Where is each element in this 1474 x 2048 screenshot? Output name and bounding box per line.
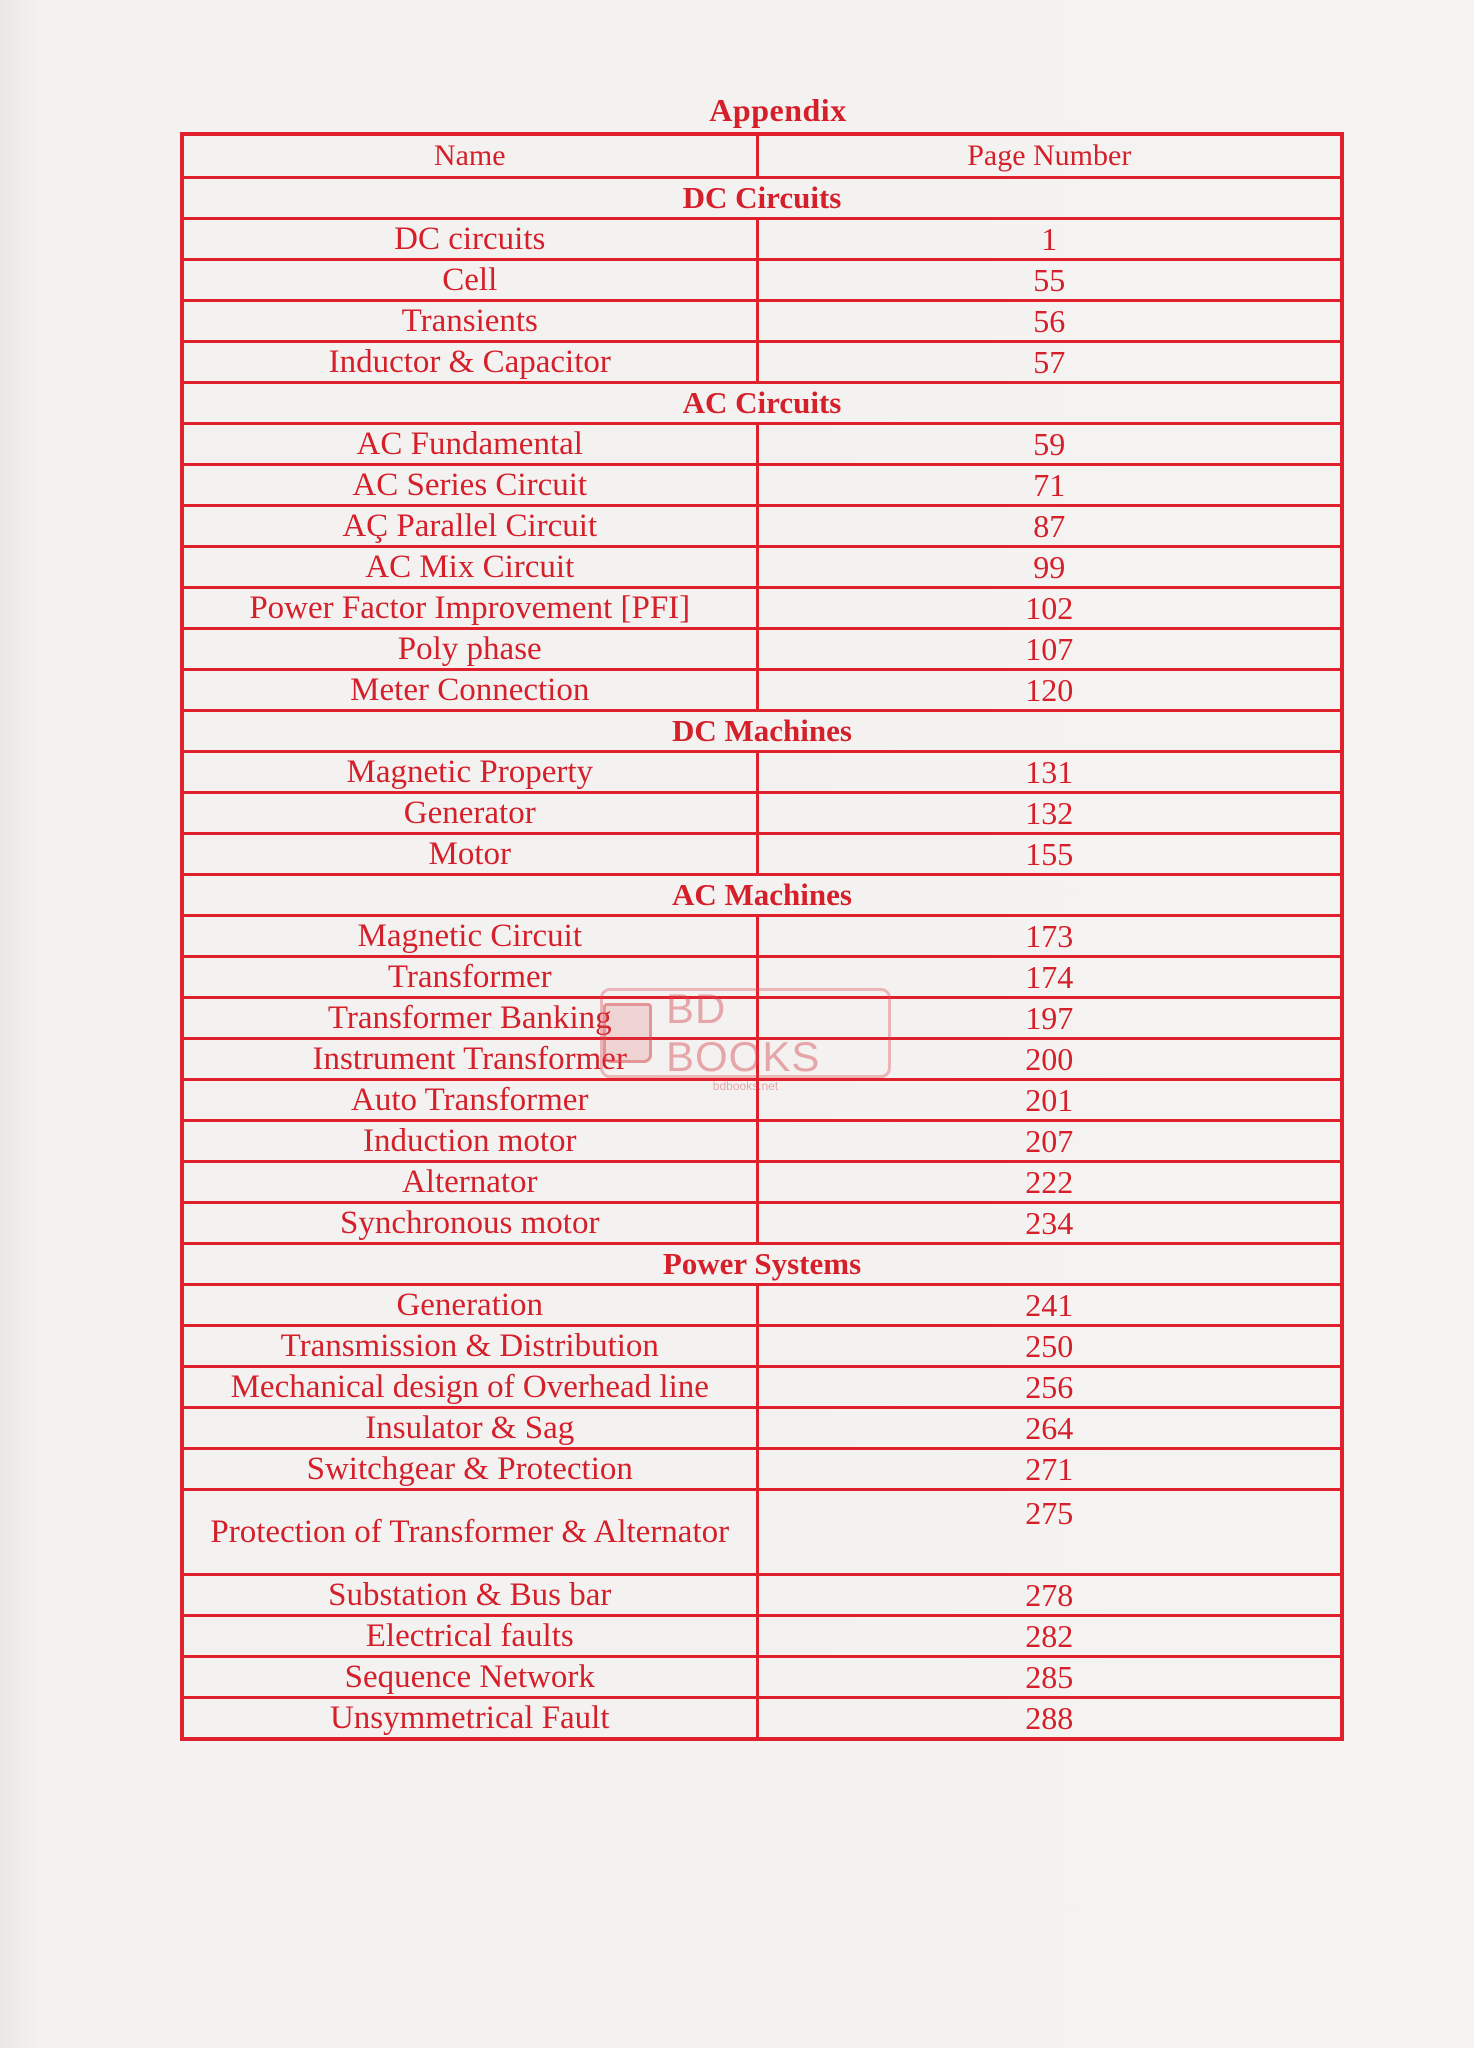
row-page-number: 250 [757, 1326, 1342, 1367]
table-row [182, 424, 1342, 465]
row-page-number: 87 [757, 506, 1342, 547]
table-row [182, 998, 1342, 1039]
section-header-row [182, 875, 1342, 916]
row-page-number: 288 [757, 1698, 1342, 1740]
table-row [182, 260, 1342, 301]
row-page-number: 241 [757, 1285, 1342, 1326]
section-header-row [182, 383, 1342, 424]
row-name: Switchgear & Protection [182, 1449, 757, 1490]
row-page-number: 207 [757, 1121, 1342, 1162]
table-row [182, 342, 1342, 383]
section-header-row [182, 711, 1342, 752]
table-row [182, 301, 1342, 342]
row-name: AC Series Circuit [182, 465, 757, 506]
table-row [182, 1408, 1342, 1449]
row-page-number: 57 [757, 342, 1342, 383]
row-page-number: 59 [757, 424, 1342, 465]
table-row [182, 1616, 1342, 1657]
row-name: Synchronous motor [182, 1203, 757, 1244]
table-row [182, 1080, 1342, 1121]
row-name: Transients [182, 301, 757, 342]
table-row [182, 1657, 1342, 1698]
row-page-number: 174 [757, 957, 1342, 998]
appendix-table [180, 132, 1344, 1741]
row-page-number: 173 [757, 916, 1342, 957]
row-page-number: 132 [757, 793, 1342, 834]
table-row [182, 1449, 1342, 1490]
row-name: Poly phase [182, 629, 757, 670]
row-name: Mechanical design of Overhead line [182, 1367, 757, 1408]
table-row [182, 1326, 1342, 1367]
page-title: Appendix [709, 92, 847, 128]
row-name: Meter Connection [182, 670, 757, 711]
row-name: DC circuits [182, 219, 757, 260]
table-row [182, 1162, 1342, 1203]
row-page-number: 99 [757, 547, 1342, 588]
table-row [182, 1698, 1342, 1740]
watermark-text: BD BOOKS [665, 985, 821, 1080]
row-page-number: 285 [757, 1657, 1342, 1698]
table-row [182, 506, 1342, 547]
row-page-number: 264 [757, 1408, 1342, 1449]
section-title: AC Machines [182, 875, 1342, 916]
row-name: Transformer [182, 957, 757, 998]
table-row [182, 219, 1342, 260]
row-name: Transformer Banking [182, 998, 757, 1039]
section-header-row [182, 178, 1342, 219]
row-name: Inductor & Capacitor [182, 342, 757, 383]
row-name: Magnetic Property [182, 752, 757, 793]
table-row [182, 1203, 1342, 1244]
table-row [182, 1575, 1342, 1616]
row-page-number: 234 [757, 1203, 1342, 1244]
row-name: Auto Transformer [182, 1080, 757, 1121]
row-name: Power Factor Improvement [PFI] [182, 588, 757, 629]
table-row [182, 465, 1342, 506]
table-row [182, 834, 1342, 875]
table-row [182, 547, 1342, 588]
row-name: AÇ Parallel Circuit [182, 506, 757, 547]
row-name: Instrument Transformer [182, 1039, 757, 1080]
watermark-subtext: bdbooks.net [712, 1079, 779, 1093]
table-row [182, 957, 1342, 998]
table-row [182, 1490, 1342, 1575]
table-row [182, 588, 1342, 629]
table-row [182, 793, 1342, 834]
section-title: DC Circuits [182, 178, 1342, 219]
row-name: Magnetic Circuit [182, 916, 757, 957]
row-name: Motor [182, 834, 757, 875]
row-page-number: 56 [757, 301, 1342, 342]
row-page-number: 256 [757, 1367, 1342, 1408]
table-row [182, 752, 1342, 793]
row-name: Induction motor [182, 1121, 757, 1162]
section-header-row [182, 1244, 1342, 1285]
header-name: Name [182, 134, 757, 178]
table-row [182, 1367, 1342, 1408]
row-name: Cell [182, 260, 757, 301]
row-page-number: 120 [757, 670, 1342, 711]
row-name: Unsymmetrical Fault [182, 1698, 757, 1740]
row-name: Generator [182, 793, 757, 834]
row-page-number: 102 [757, 588, 1342, 629]
section-title: Power Systems [182, 1244, 1342, 1285]
table-row [182, 1039, 1342, 1080]
row-page-number: 200 [757, 1039, 1342, 1080]
row-page-number: 201 [757, 1080, 1342, 1121]
row-name: Transmission & Distribution [182, 1326, 757, 1367]
row-page-number: 282 [757, 1616, 1342, 1657]
row-name: Generation [182, 1285, 757, 1326]
table-row [182, 629, 1342, 670]
row-page-number: 131 [757, 752, 1342, 793]
row-name: Electrical faults [182, 1616, 757, 1657]
row-page-number: 1 [757, 219, 1342, 260]
row-page-number: 107 [757, 629, 1342, 670]
row-page-number: 55 [757, 260, 1342, 301]
row-name: Substation & Bus bar [182, 1575, 757, 1616]
row-name: AC Fundamental [182, 424, 757, 465]
row-name: Alternator [182, 1162, 757, 1203]
row-name: Insulator & Sag [182, 1408, 757, 1449]
row-name: AC Mix Circuit [182, 547, 757, 588]
row-page-number: 271 [757, 1449, 1342, 1490]
row-name: Sequence Network [182, 1657, 757, 1698]
table-body [182, 178, 1342, 1740]
section-title: DC Machines [182, 711, 1342, 752]
row-page-number: 278 [757, 1575, 1342, 1616]
row-page-number: 222 [757, 1162, 1342, 1203]
row-page-number: 155 [757, 834, 1342, 875]
header-page-number: Page Number [757, 134, 1342, 178]
table-row [182, 1285, 1342, 1326]
row-name: Protection of Transformer & Alternator [182, 1490, 757, 1575]
table-row [182, 1121, 1342, 1162]
section-title: AC Circuits [182, 383, 1342, 424]
table-header-row [182, 134, 1342, 178]
row-page-number: 275 [757, 1490, 1342, 1575]
row-page-number: 197 [757, 998, 1342, 1039]
row-page-number: 71 [757, 465, 1342, 506]
table-row [182, 670, 1342, 711]
table-row [182, 916, 1342, 957]
